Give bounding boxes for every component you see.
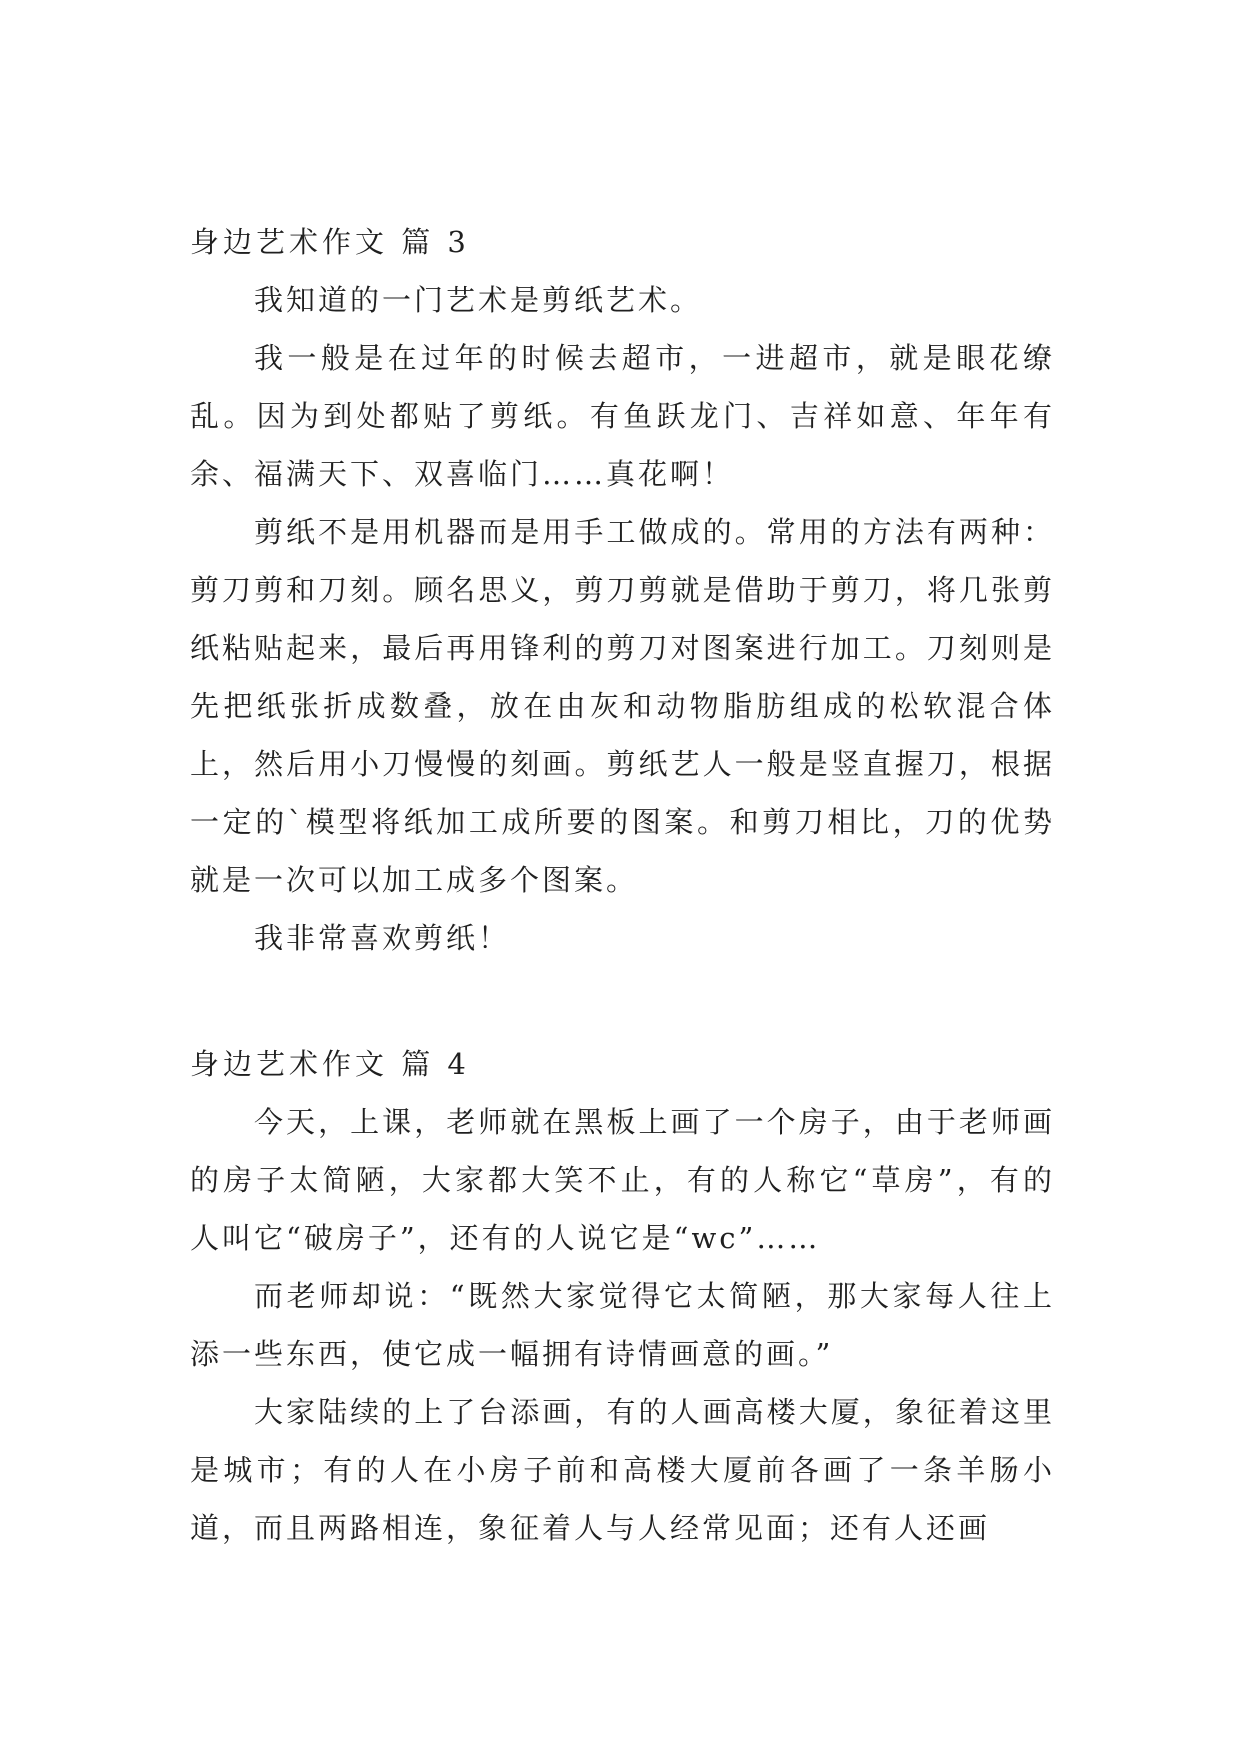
section-title: 身边艺术作文 篇 4 <box>190 1047 470 1081</box>
document-body <box>190 213 1055 1557</box>
paragraph: 我非常喜欢剪纸！ <box>254 921 511 955</box>
essay-section-4 <box>190 1035 1055 1557</box>
essay-section-3 <box>190 213 1055 967</box>
paragraph: 而老师却说：“既然大家觉得它太简陋，那大家每人往上添一些东西，使它成一幅拥有诗情画意的画。” <box>190 1279 1055 1371</box>
paragraph: 大家陆续的上了台添画，有的人画高楼大厦，象征着这里是城市；有的人在小房子前和高楼大厦前各画了一条羊肠小道，而且两路相连，象征着人与人经常见面；还有人还画 <box>190 1395 1055 1545</box>
section-title: 身边艺术作文 篇 3 <box>190 225 470 259</box>
paragraph: 剪纸不是用机器而是用手工做成的。常用的方法有两种：剪刀剪和刀刻。顾名思义，剪刀剪就是借助于剪刀，将几张剪纸粘贴起来，最后再用锋利的剪刀对图案进行加工。刀刻则是先把纸张折成数叠，放在由灰和动物脂肪组成的松软混合体上，然后用小刀慢慢的刻画。剪纸艺人一般是竖直握刀，根据一定的`模型将纸加工成所要的图案。和剪刀相比，刀的优势就是一次可以加工成多个图案。 <box>190 515 1055 897</box>
paragraph: 今天，上课，老师就在黑板上画了一个房子，由于老师画的房子太简陋，大家都大笑不止，有的人称它“草房”，有的人叫它“破房子”，还有的人说它是“wc”…… <box>190 1105 1055 1255</box>
paragraph: 我一般是在过年的时候去超市，一进超市，就是眼花缭乱。因为到处都贴了剪纸。有鱼跃龙门、吉祥如意、年年有余、福满天下、双喜临门……真花啊！ <box>190 341 1055 491</box>
paragraph: 我知道的一门艺术是剪纸艺术。 <box>254 283 703 317</box>
